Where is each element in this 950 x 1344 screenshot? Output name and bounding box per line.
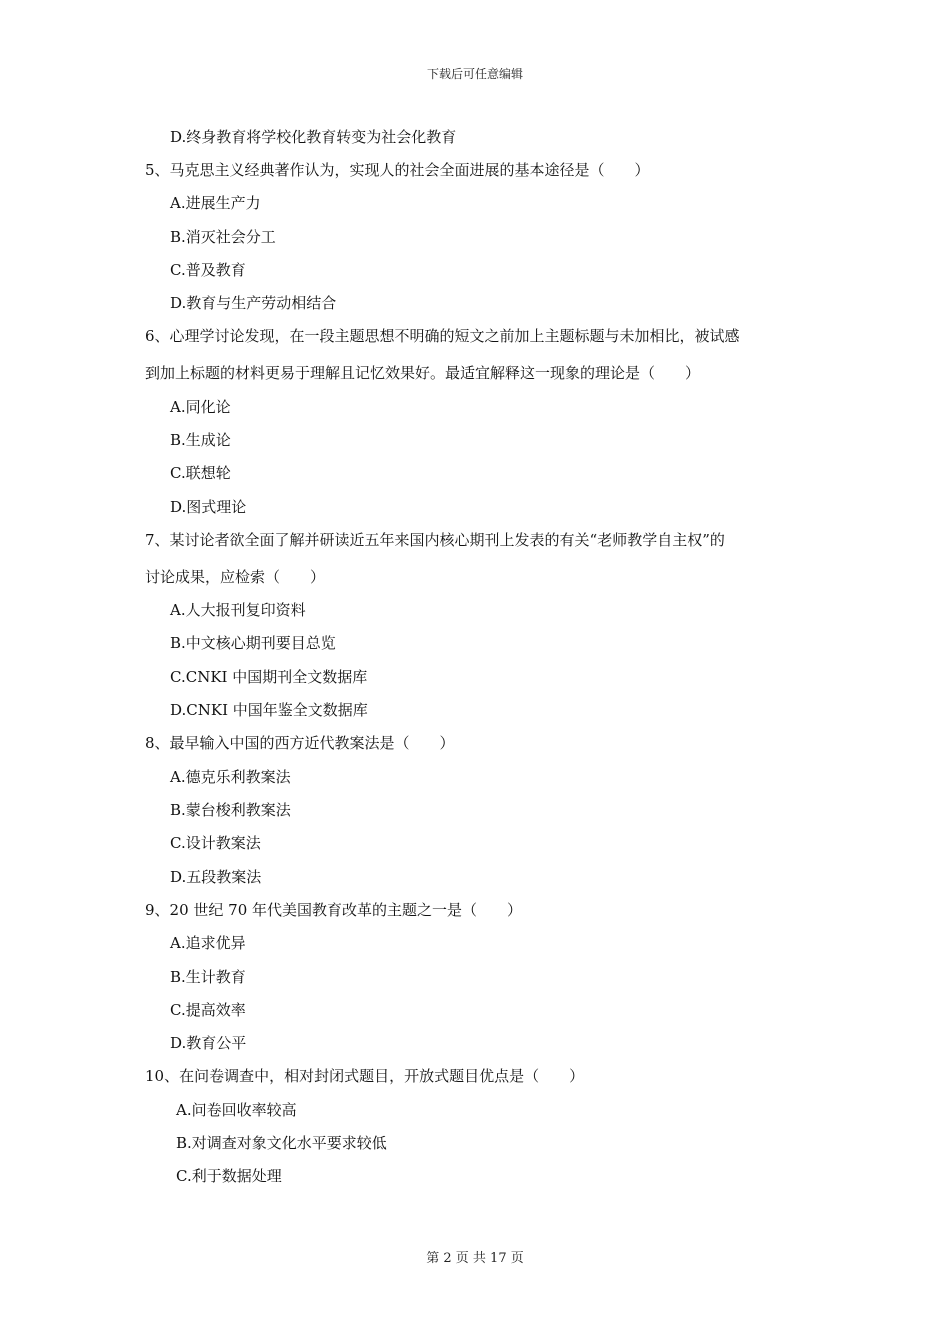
option-6c: C.联想轮 (170, 464, 231, 482)
option-9a: A.追求优异 (170, 934, 246, 952)
option-6d: D.图式理论 (170, 498, 247, 516)
option-6a: A.同化论 (170, 398, 231, 416)
option-8c: C.设计教案法 (170, 834, 261, 852)
question-6-line-1: 6、心理学讨论发现，在一段主题思想不明确的短文之前加上主题标题与未加相比，被试感 (145, 327, 740, 345)
question-5: 5、马克思主义经典著作认为，实现人的社会全面进展的基本途径是（ ） (145, 161, 650, 179)
option-7c: C.CNKI 中国期刊全文数据库 (170, 668, 368, 686)
option-8a: A.德克乐利教案法 (170, 768, 291, 786)
option-9b: B.生计教育 (170, 968, 246, 986)
question-6-line-2: 到加上标题的材料更易于理解且记忆效果好。最适宜解释这一现象的理论是（ ） (145, 364, 701, 382)
question-7-line-1: 7、某讨论者欲全面了解并研读近五年来国内核心期刊上发表的有关“老师教学自主权”的 (145, 531, 725, 549)
option-7a: A.人大报刊复印资料 (170, 601, 306, 619)
option-7b: B.中文核心期刊要目总览 (170, 634, 336, 652)
option-8d: D.五段教案法 (170, 868, 262, 886)
option-5d: D.教育与生产劳动相结合 (170, 294, 337, 312)
option-5b: B.消灭社会分工 (170, 228, 276, 246)
option-10b: B.对调查对象文化水平要求较低 (176, 1134, 387, 1152)
page-footer: 第 2 页 共 17 页 (426, 1251, 524, 1266)
page-header: 下载后可任意编辑 (426, 67, 523, 81)
question-8: 8、最早输入中国的西方近代教案法是（ ） (145, 734, 455, 752)
option-7d: D.CNKI 中国年鉴全文数据库 (170, 701, 368, 719)
option-6b: B.生成论 (170, 431, 231, 449)
question-10: 10、在问卷调查中，相对封闭式题目，开放式题目优点是（ ） (145, 1067, 585, 1085)
question-9: 9、20 世纪 70 年代美国教育改革的主题之一是（ ） (145, 901, 523, 919)
option-9c: C.提高效率 (170, 1001, 246, 1019)
option-10a: A.问卷回收率较高 (176, 1101, 297, 1119)
option-4d: D.终身教育将学校化教育转变为社会化教育 (170, 128, 457, 146)
option-9d: D.教育公平 (170, 1034, 247, 1052)
option-8b: B.蒙台梭利教案法 (170, 801, 291, 819)
option-5a: A.进展生产力 (170, 194, 261, 212)
question-7-line-2: 讨论成果，应检索（ ） (145, 568, 326, 586)
option-5c: C.普及教育 (170, 261, 246, 279)
option-10c: C.利于数据处理 (176, 1167, 282, 1185)
